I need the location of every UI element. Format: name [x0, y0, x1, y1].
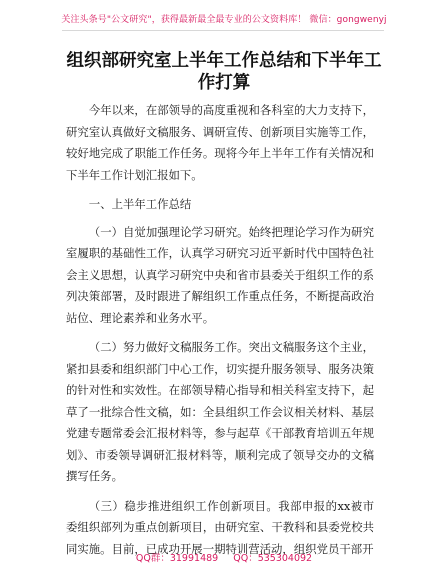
header-banner: 关注头条号"公文研究"，获得最新最全最专业的公文资料库！ 微信：gongwenyj [61, 15, 387, 25]
header-divider [62, 30, 384, 31]
document-body [66, 100, 374, 563]
body-paragraph: （一）自觉加强理论学习研究。始终把理论学习作为研究室履职的基础性工作，认真学习研究习近平新时代中国特色社会主义思想，认真学习研究中央和省市县委关于组织工作的系列决策部署，及时跟进了解组织工作重点任务，不断提高政治站位、理论素养和业务水平。 [66, 224, 374, 325]
document-body-viewport [60, 100, 390, 556]
intro-paragraph: 今年以来，在部领导的高度重视和各科室的大力支持下，研究室认真做好文稿服务、调研宣传、创新项目实施等工作，较好地完成了职能工作任务。现将今年上半年工作有关情况和下半年工作计划汇报如下。 [66, 103, 374, 182]
document-title: 组织部研究室上半年工作总结和下半年工作打算 [66, 51, 382, 93]
footer-qq-group: QQ群：31991489 [135, 553, 219, 564]
body-paragraph: （二）努力做好文稿服务工作。突出文稿服务这个主业，紧扣县委和组织部门中心工作，切实提升服务领导、服务决策的针对性和实效性。在部领导精心指导和相关科室支持下，起草了一批综合性文稿，如：全县组织工作会议相关材料、基层党建专题常委会汇报材料等，参与起草《干部教育培训五年规划》、市委领导调研汇报材料等，顺利完成了领导交办的文稿撰写任务。 [66, 340, 374, 483]
section-heading: 一、上半年工作总结 [88, 197, 192, 211]
body-paragraph: （三）稳步推进组织工作创新项目。我部申报的xx被市委组织部列为重点创新项目，由研究室、干教科和县委党校共同实施。目前，已成功开展一期特训营活动，组织党员干部开 [66, 498, 374, 556]
footer-contact [0, 550, 448, 564]
footer-qq: QQ：535304092 [233, 553, 313, 564]
